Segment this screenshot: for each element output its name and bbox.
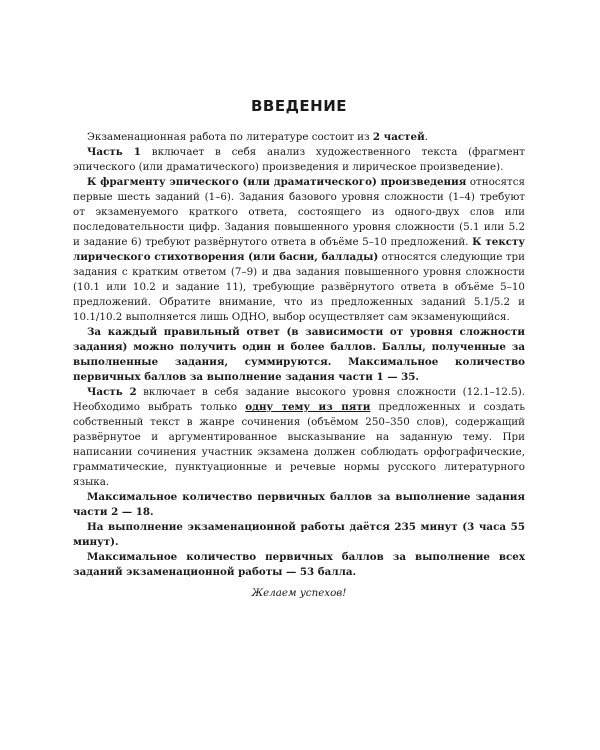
- text-run: включает в себя задание высокого уровня сложности (12.1–12.5). Необходимо выбрать только: [73, 386, 525, 413]
- bold-text-run: Часть 2: [87, 386, 137, 398]
- document-page: [73, 97, 525, 601]
- text-run: Экзаменационная работа по литературе состоит из: [87, 131, 373, 143]
- closing-wish: Желаем успехов!: [251, 587, 347, 599]
- paragraph-scoring: За каждый правильный ответ (в зависимости от уровня сложности задания) можно получить один и более баллов. Баллы, полученные за выполненные задания, суммируются. Максимальное количество первичных баллов за выполнение задания части 1 — 35.: [73, 326, 525, 383]
- paragraph-part1: [73, 145, 525, 175]
- text-run: включает в себя анализ художественного текста (фрагмент эпического (или драматического) произведения и лирическое произведение).: [73, 146, 526, 173]
- bold-text-run: К фрагменту эпического (или драматического) произведения: [87, 176, 467, 188]
- paragraph-time: На выполнение экзаменационной работы даётся 235 минут (3 часа 55 минут).: [73, 521, 525, 548]
- text-run: относятся первые шесть заданий (1–6). Задания базового уровня сложности (1–4) требуют от экзаменуемого краткого ответа, состоящего из одного-двух слов или последовательности цифр. Задания повышенного уровня сложности (5.1 или 5.2 и задание 6) требуют развёрнутого ответа в объёме 5–10 предложений.: [73, 176, 525, 248]
- bold-text-run: Часть 1: [87, 146, 141, 158]
- paragraph-part1-tasks: [73, 175, 525, 325]
- underlined-text-run: одну тему из пяти: [245, 401, 371, 413]
- paragraph-part2-score: Максимальное количество первичных баллов за выполнение задания части 2 — 18.: [73, 491, 525, 518]
- page-title: ВВЕДЕНИЕ: [250, 97, 348, 115]
- text-run: предложенных и создать собственный текст в жанре сочинения (объёмом 250–350 слов), содержащий развёрнутое и аргументированное высказывание на заданную тему. При написании сочинения участник экзамена должен соблюдать орфографические, грамматические, пунктуационные и речевые нормы русского литературного языка.: [73, 401, 525, 488]
- paragraph-part2: [73, 385, 525, 490]
- paragraph-total-score: Максимальное количество первичных баллов за выполнение всех заданий экзаменационной работы — 53 балла.: [73, 551, 525, 578]
- text-run: относятся следующие три задания с кратким ответом (7–9) и два задания повышенного уровня сложности (10.1 или 10.2 и задание 11), требующие развёрнутого ответа в объёме 5–10 предложений. Обратите внимание, что из предложенных заданий 5.1/5.2 и 10.1/10.2 выполняется лишь ОДНО, выбор осуществляет сам экзаменующийся.: [73, 251, 525, 323]
- bold-text-run: 2 частей: [372, 131, 425, 143]
- paragraph-structure: [73, 130, 525, 145]
- text-run: .: [424, 131, 428, 143]
- bold-text-run: К тексту лирического стихотворения (или басни, баллады): [73, 236, 525, 263]
